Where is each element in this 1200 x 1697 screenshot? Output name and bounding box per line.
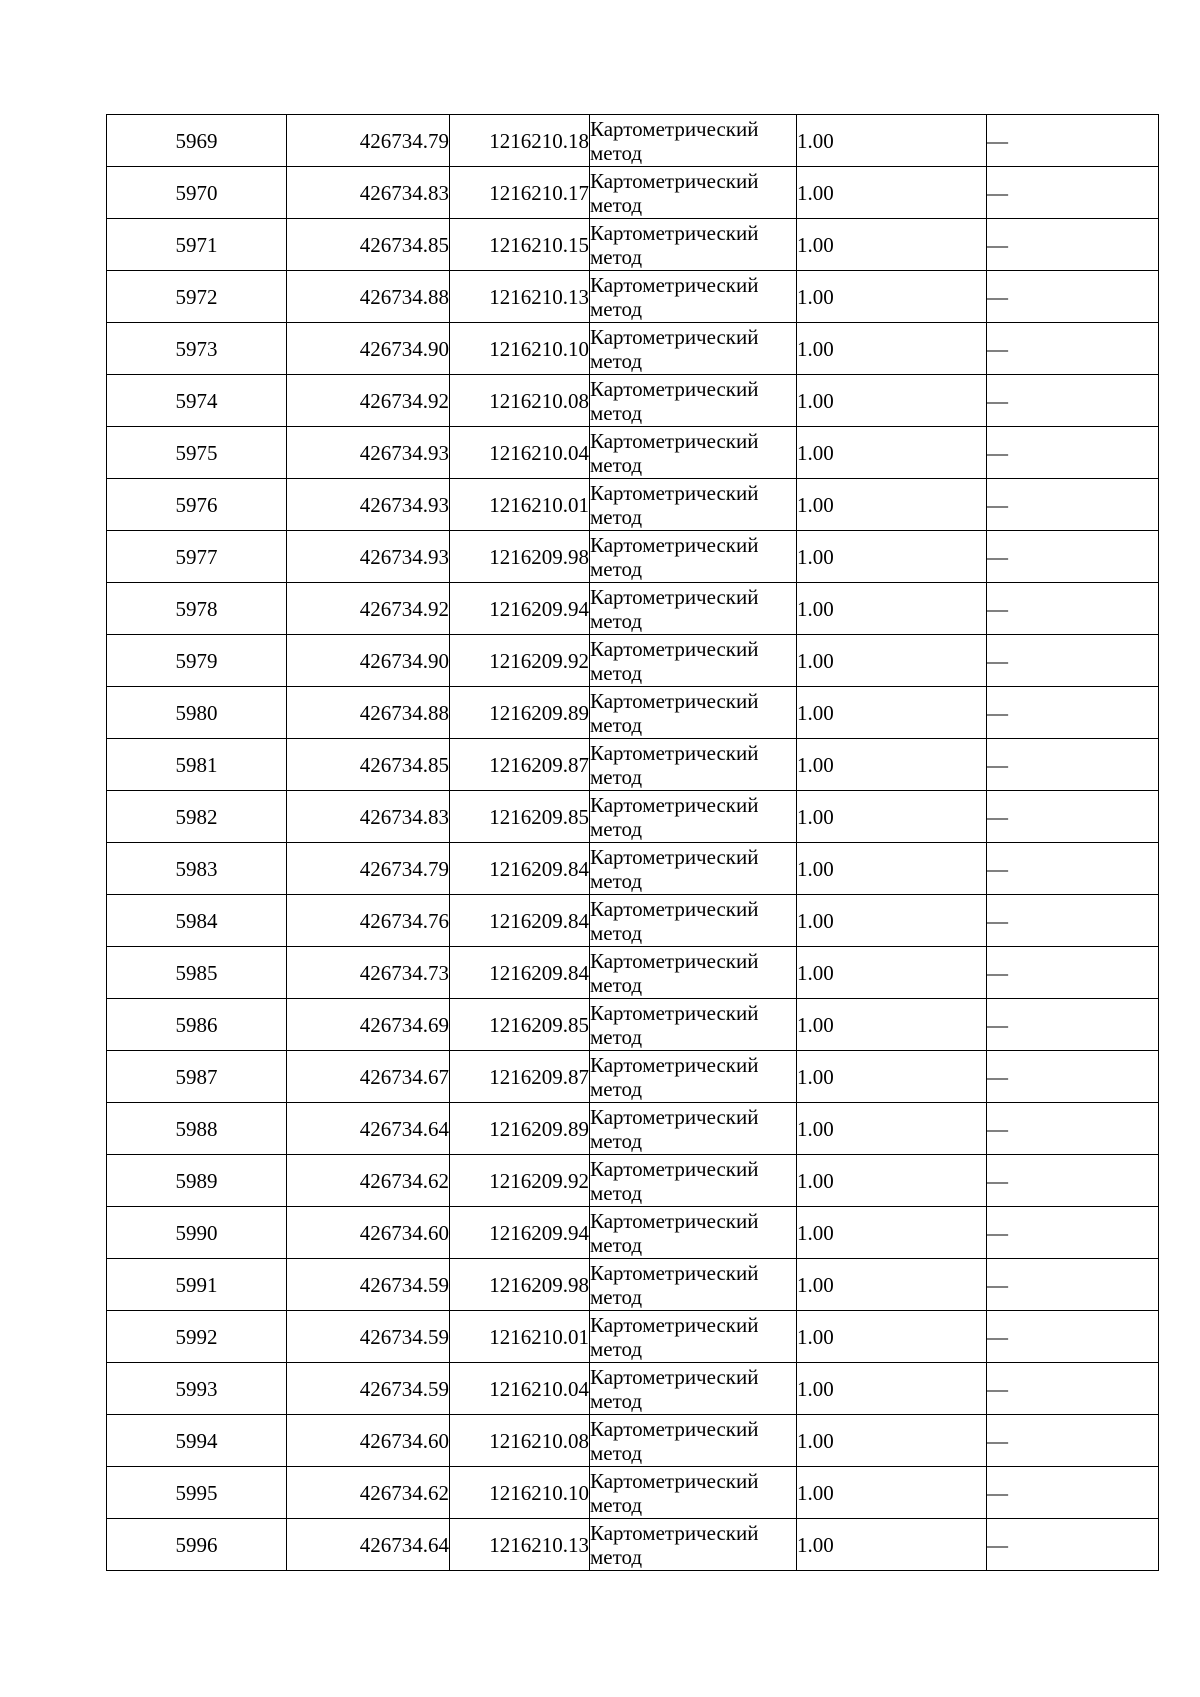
x-coordinate-cell: 426734.93 <box>287 479 450 531</box>
method-line-1: Картометрический <box>590 272 759 297</box>
method-line-2: метод <box>590 868 643 893</box>
note-cell: — <box>987 427 1159 479</box>
method-cell <box>590 323 797 375</box>
y-coordinate-cell: 1216209.92 <box>450 635 590 687</box>
table-row <box>107 843 1159 895</box>
x-coordinate-cell: 426734.85 <box>287 739 450 791</box>
method-cell <box>590 167 797 219</box>
table-row <box>107 1207 1159 1259</box>
method-line-2: метод <box>590 712 643 737</box>
method-line-1: Картометрический <box>590 844 759 869</box>
y-coordinate-cell: 1216210.15 <box>450 219 590 271</box>
accuracy-cell: 1.00 <box>797 1051 987 1103</box>
point-number-cell: 5987 <box>107 1051 287 1103</box>
point-number-cell: 5981 <box>107 739 287 791</box>
method-line-1: Картометрический <box>590 1416 759 1441</box>
table-row <box>107 271 1159 323</box>
method-line-1: Картометрический <box>590 1104 759 1129</box>
method-line-1: Картометрический <box>590 1156 759 1181</box>
point-number-cell: 5986 <box>107 999 287 1051</box>
y-coordinate-cell: 1216209.94 <box>450 1207 590 1259</box>
method-line-1: Картометрический <box>590 584 759 609</box>
x-coordinate-cell: 426734.64 <box>287 1103 450 1155</box>
method-line-1: Картометрический <box>590 532 759 557</box>
accuracy-cell: 1.00 <box>797 375 987 427</box>
method-cell <box>590 1311 797 1363</box>
method-cell <box>590 635 797 687</box>
table-row <box>107 1103 1159 1155</box>
note-cell: — <box>987 583 1159 635</box>
method-cell <box>590 947 797 999</box>
method-line-2: метод <box>590 348 643 373</box>
y-coordinate-cell: 1216210.04 <box>450 1363 590 1415</box>
note-cell: — <box>987 635 1159 687</box>
x-coordinate-cell: 426734.76 <box>287 895 450 947</box>
accuracy-cell: 1.00 <box>797 1207 987 1259</box>
note-cell: — <box>987 1415 1159 1467</box>
method-line-2: метод <box>590 140 643 165</box>
note-cell: — <box>987 219 1159 271</box>
note-cell: — <box>987 1051 1159 1103</box>
method-line-1: Картометрический <box>590 1052 759 1077</box>
table-row <box>107 739 1159 791</box>
point-number-cell: 5978 <box>107 583 287 635</box>
table-row <box>107 531 1159 583</box>
method-line-2: метод <box>590 764 643 789</box>
method-line-2: метод <box>590 816 643 841</box>
y-coordinate-cell: 1216209.87 <box>450 739 590 791</box>
point-number-cell: 5976 <box>107 479 287 531</box>
method-cell <box>590 1467 797 1519</box>
x-coordinate-cell: 426734.92 <box>287 583 450 635</box>
accuracy-cell: 1.00 <box>797 219 987 271</box>
y-coordinate-cell: 1216210.13 <box>450 271 590 323</box>
y-coordinate-cell: 1216210.17 <box>450 167 590 219</box>
method-line-1: Картометрический <box>590 948 759 973</box>
accuracy-cell: 1.00 <box>797 1467 987 1519</box>
note-cell: — <box>987 1103 1159 1155</box>
x-coordinate-cell: 426734.69 <box>287 999 450 1051</box>
method-line-1: Картометрический <box>590 1312 759 1337</box>
x-coordinate-cell: 426734.83 <box>287 167 450 219</box>
table-row <box>107 1519 1159 1571</box>
note-cell: — <box>987 531 1159 583</box>
note-cell: — <box>987 843 1159 895</box>
x-coordinate-cell: 426734.93 <box>287 531 450 583</box>
note-cell: — <box>987 739 1159 791</box>
point-number-cell: 5994 <box>107 1415 287 1467</box>
point-number-cell: 5988 <box>107 1103 287 1155</box>
accuracy-cell: 1.00 <box>797 895 987 947</box>
point-number-cell: 5975 <box>107 427 287 479</box>
x-coordinate-cell: 426734.59 <box>287 1363 450 1415</box>
note-cell: — <box>987 271 1159 323</box>
table-row <box>107 947 1159 999</box>
point-number-cell: 5971 <box>107 219 287 271</box>
method-line-2: метод <box>590 504 643 529</box>
method-cell <box>590 791 797 843</box>
method-line-1: Картометрический <box>590 376 759 401</box>
method-line-2: метод <box>590 972 643 997</box>
accuracy-cell: 1.00 <box>797 1415 987 1467</box>
accuracy-cell: 1.00 <box>797 1103 987 1155</box>
note-cell: — <box>987 791 1159 843</box>
method-line-1: Картометрический <box>590 324 759 349</box>
method-line-1: Картометрический <box>590 168 759 193</box>
accuracy-cell: 1.00 <box>797 791 987 843</box>
accuracy-cell: 1.00 <box>797 323 987 375</box>
method-line-2: метод <box>590 244 643 269</box>
accuracy-cell: 1.00 <box>797 479 987 531</box>
method-line-2: метод <box>590 1336 643 1361</box>
y-coordinate-cell: 1216210.01 <box>450 1311 590 1363</box>
method-line-1: Картометрический <box>590 1260 759 1285</box>
method-cell <box>590 583 797 635</box>
table-row <box>107 635 1159 687</box>
x-coordinate-cell: 426734.90 <box>287 323 450 375</box>
accuracy-cell: 1.00 <box>797 531 987 583</box>
table-row <box>107 791 1159 843</box>
method-line-2: метод <box>590 608 643 633</box>
table-row <box>107 167 1159 219</box>
method-line-2: метод <box>590 1544 643 1569</box>
method-cell <box>590 1363 797 1415</box>
note-cell: — <box>987 895 1159 947</box>
point-number-cell: 5995 <box>107 1467 287 1519</box>
table-row <box>107 1363 1159 1415</box>
accuracy-cell: 1.00 <box>797 1363 987 1415</box>
method-cell <box>590 739 797 791</box>
point-number-cell: 5996 <box>107 1519 287 1571</box>
accuracy-cell: 1.00 <box>797 1155 987 1207</box>
x-coordinate-cell: 426734.85 <box>287 219 450 271</box>
method-line-2: метод <box>590 1128 643 1153</box>
method-line-1: Картометрический <box>590 792 759 817</box>
y-coordinate-cell: 1216209.84 <box>450 843 590 895</box>
note-cell: — <box>987 1207 1159 1259</box>
method-cell <box>590 115 797 167</box>
method-line-2: метод <box>590 1440 643 1465</box>
method-line-1: Картометрический <box>590 116 759 141</box>
accuracy-cell: 1.00 <box>797 843 987 895</box>
method-line-2: метод <box>590 400 643 425</box>
note-cell: — <box>987 1363 1159 1415</box>
x-coordinate-cell: 426734.93 <box>287 427 450 479</box>
point-number-cell: 5993 <box>107 1363 287 1415</box>
method-line-1: Картометрический <box>590 1364 759 1389</box>
method-line-2: метод <box>590 192 643 217</box>
point-number-cell: 5969 <box>107 115 287 167</box>
accuracy-cell: 1.00 <box>797 999 987 1051</box>
point-number-cell: 5973 <box>107 323 287 375</box>
method-cell <box>590 375 797 427</box>
accuracy-cell: 1.00 <box>797 1311 987 1363</box>
y-coordinate-cell: 1216210.08 <box>450 375 590 427</box>
method-line-1: Картометрический <box>590 1468 759 1493</box>
note-cell: — <box>987 167 1159 219</box>
accuracy-cell: 1.00 <box>797 1519 987 1571</box>
accuracy-cell: 1.00 <box>797 271 987 323</box>
x-coordinate-cell: 426734.83 <box>287 791 450 843</box>
method-line-1: Картометрический <box>590 688 759 713</box>
accuracy-cell: 1.00 <box>797 115 987 167</box>
note-cell: — <box>987 947 1159 999</box>
note-cell: — <box>987 479 1159 531</box>
note-cell: — <box>987 323 1159 375</box>
x-coordinate-cell: 426734.79 <box>287 843 450 895</box>
accuracy-cell: 1.00 <box>797 427 987 479</box>
table-row <box>107 1467 1159 1519</box>
method-cell <box>590 843 797 895</box>
accuracy-cell: 1.00 <box>797 1259 987 1311</box>
y-coordinate-cell: 1216209.92 <box>450 1155 590 1207</box>
method-cell <box>590 1415 797 1467</box>
point-number-cell: 5982 <box>107 791 287 843</box>
method-cell <box>590 1259 797 1311</box>
x-coordinate-cell: 426734.79 <box>287 115 450 167</box>
note-cell: — <box>987 1155 1159 1207</box>
y-coordinate-cell: 1216210.18 <box>450 115 590 167</box>
x-coordinate-cell: 426734.73 <box>287 947 450 999</box>
y-coordinate-cell: 1216209.94 <box>450 583 590 635</box>
method-line-1: Картометрический <box>590 1000 759 1025</box>
method-line-2: метод <box>590 296 643 321</box>
point-number-cell: 5989 <box>107 1155 287 1207</box>
y-coordinate-cell: 1216209.98 <box>450 531 590 583</box>
method-line-1: Картометрический <box>590 1520 759 1545</box>
y-coordinate-cell: 1216209.98 <box>450 1259 590 1311</box>
note-cell: — <box>987 1259 1159 1311</box>
table-row <box>107 1155 1159 1207</box>
y-coordinate-cell: 1216209.85 <box>450 791 590 843</box>
table-row <box>107 687 1159 739</box>
note-cell: — <box>987 1519 1159 1571</box>
x-coordinate-cell: 426734.60 <box>287 1415 450 1467</box>
table-row <box>107 115 1159 167</box>
method-line-1: Картометрический <box>590 636 759 661</box>
coordinates-table-body <box>107 115 1159 1571</box>
method-line-1: Картометрический <box>590 1208 759 1233</box>
method-cell <box>590 531 797 583</box>
x-coordinate-cell: 426734.88 <box>287 687 450 739</box>
method-line-1: Картометрический <box>590 428 759 453</box>
method-line-1: Картометрический <box>590 896 759 921</box>
method-cell <box>590 687 797 739</box>
point-number-cell: 5972 <box>107 271 287 323</box>
table-row <box>107 427 1159 479</box>
method-cell <box>590 1155 797 1207</box>
accuracy-cell: 1.00 <box>797 947 987 999</box>
table-row <box>107 1415 1159 1467</box>
y-coordinate-cell: 1216209.89 <box>450 1103 590 1155</box>
x-coordinate-cell: 426734.59 <box>287 1311 450 1363</box>
method-cell <box>590 1103 797 1155</box>
point-number-cell: 5970 <box>107 167 287 219</box>
x-coordinate-cell: 426734.67 <box>287 1051 450 1103</box>
table-row <box>107 323 1159 375</box>
x-coordinate-cell: 426734.90 <box>287 635 450 687</box>
note-cell: — <box>987 375 1159 427</box>
method-line-2: метод <box>590 1024 643 1049</box>
method-cell <box>590 479 797 531</box>
point-number-cell: 5992 <box>107 1311 287 1363</box>
point-number-cell: 5990 <box>107 1207 287 1259</box>
x-coordinate-cell: 426734.62 <box>287 1155 450 1207</box>
note-cell: — <box>987 1467 1159 1519</box>
x-coordinate-cell: 426734.92 <box>287 375 450 427</box>
y-coordinate-cell: 1216209.85 <box>450 999 590 1051</box>
table-row <box>107 479 1159 531</box>
method-line-1: Картометрический <box>590 740 759 765</box>
table-row <box>107 895 1159 947</box>
point-number-cell: 5977 <box>107 531 287 583</box>
y-coordinate-cell: 1216210.10 <box>450 323 590 375</box>
method-line-2: метод <box>590 556 643 581</box>
method-line-2: метод <box>590 1388 643 1413</box>
method-cell <box>590 1051 797 1103</box>
y-coordinate-cell: 1216210.01 <box>450 479 590 531</box>
note-cell: — <box>987 999 1159 1051</box>
x-coordinate-cell: 426734.59 <box>287 1259 450 1311</box>
method-line-2: метод <box>590 1076 643 1101</box>
method-line-2: метод <box>590 452 643 477</box>
point-number-cell: 5979 <box>107 635 287 687</box>
table-row <box>107 1051 1159 1103</box>
table-row <box>107 583 1159 635</box>
x-coordinate-cell: 426734.88 <box>287 271 450 323</box>
x-coordinate-cell: 426734.60 <box>287 1207 450 1259</box>
point-number-cell: 5980 <box>107 687 287 739</box>
point-number-cell: 5984 <box>107 895 287 947</box>
method-line-2: метод <box>590 1492 643 1517</box>
point-number-cell: 5983 <box>107 843 287 895</box>
accuracy-cell: 1.00 <box>797 739 987 791</box>
point-number-cell: 5974 <box>107 375 287 427</box>
accuracy-cell: 1.00 <box>797 687 987 739</box>
point-number-cell: 5985 <box>107 947 287 999</box>
note-cell: — <box>987 1311 1159 1363</box>
y-coordinate-cell: 1216209.84 <box>450 895 590 947</box>
accuracy-cell: 1.00 <box>797 635 987 687</box>
method-cell <box>590 895 797 947</box>
y-coordinate-cell: 1216209.84 <box>450 947 590 999</box>
method-cell <box>590 999 797 1051</box>
method-line-2: метод <box>590 660 643 685</box>
y-coordinate-cell: 1216209.89 <box>450 687 590 739</box>
method-cell <box>590 1207 797 1259</box>
method-cell <box>590 219 797 271</box>
x-coordinate-cell: 426734.64 <box>287 1519 450 1571</box>
method-cell <box>590 1519 797 1571</box>
y-coordinate-cell: 1216210.08 <box>450 1415 590 1467</box>
y-coordinate-cell: 1216210.13 <box>450 1519 590 1571</box>
y-coordinate-cell: 1216209.87 <box>450 1051 590 1103</box>
accuracy-cell: 1.00 <box>797 583 987 635</box>
method-cell <box>590 427 797 479</box>
table-row <box>107 1311 1159 1363</box>
y-coordinate-cell: 1216210.04 <box>450 427 590 479</box>
table-row <box>107 219 1159 271</box>
coordinates-table <box>106 114 1159 1571</box>
method-cell <box>590 271 797 323</box>
note-cell: — <box>987 115 1159 167</box>
table-row <box>107 1259 1159 1311</box>
point-number-cell: 5991 <box>107 1259 287 1311</box>
method-line-2: метод <box>590 1284 643 1309</box>
method-line-2: метод <box>590 1232 643 1257</box>
y-coordinate-cell: 1216210.10 <box>450 1467 590 1519</box>
note-cell: — <box>987 687 1159 739</box>
table-row <box>107 999 1159 1051</box>
method-line-2: метод <box>590 1180 643 1205</box>
method-line-1: Картометрический <box>590 220 759 245</box>
x-coordinate-cell: 426734.62 <box>287 1467 450 1519</box>
table-row <box>107 375 1159 427</box>
method-line-2: метод <box>590 920 643 945</box>
accuracy-cell: 1.00 <box>797 167 987 219</box>
method-line-1: Картометрический <box>590 480 759 505</box>
